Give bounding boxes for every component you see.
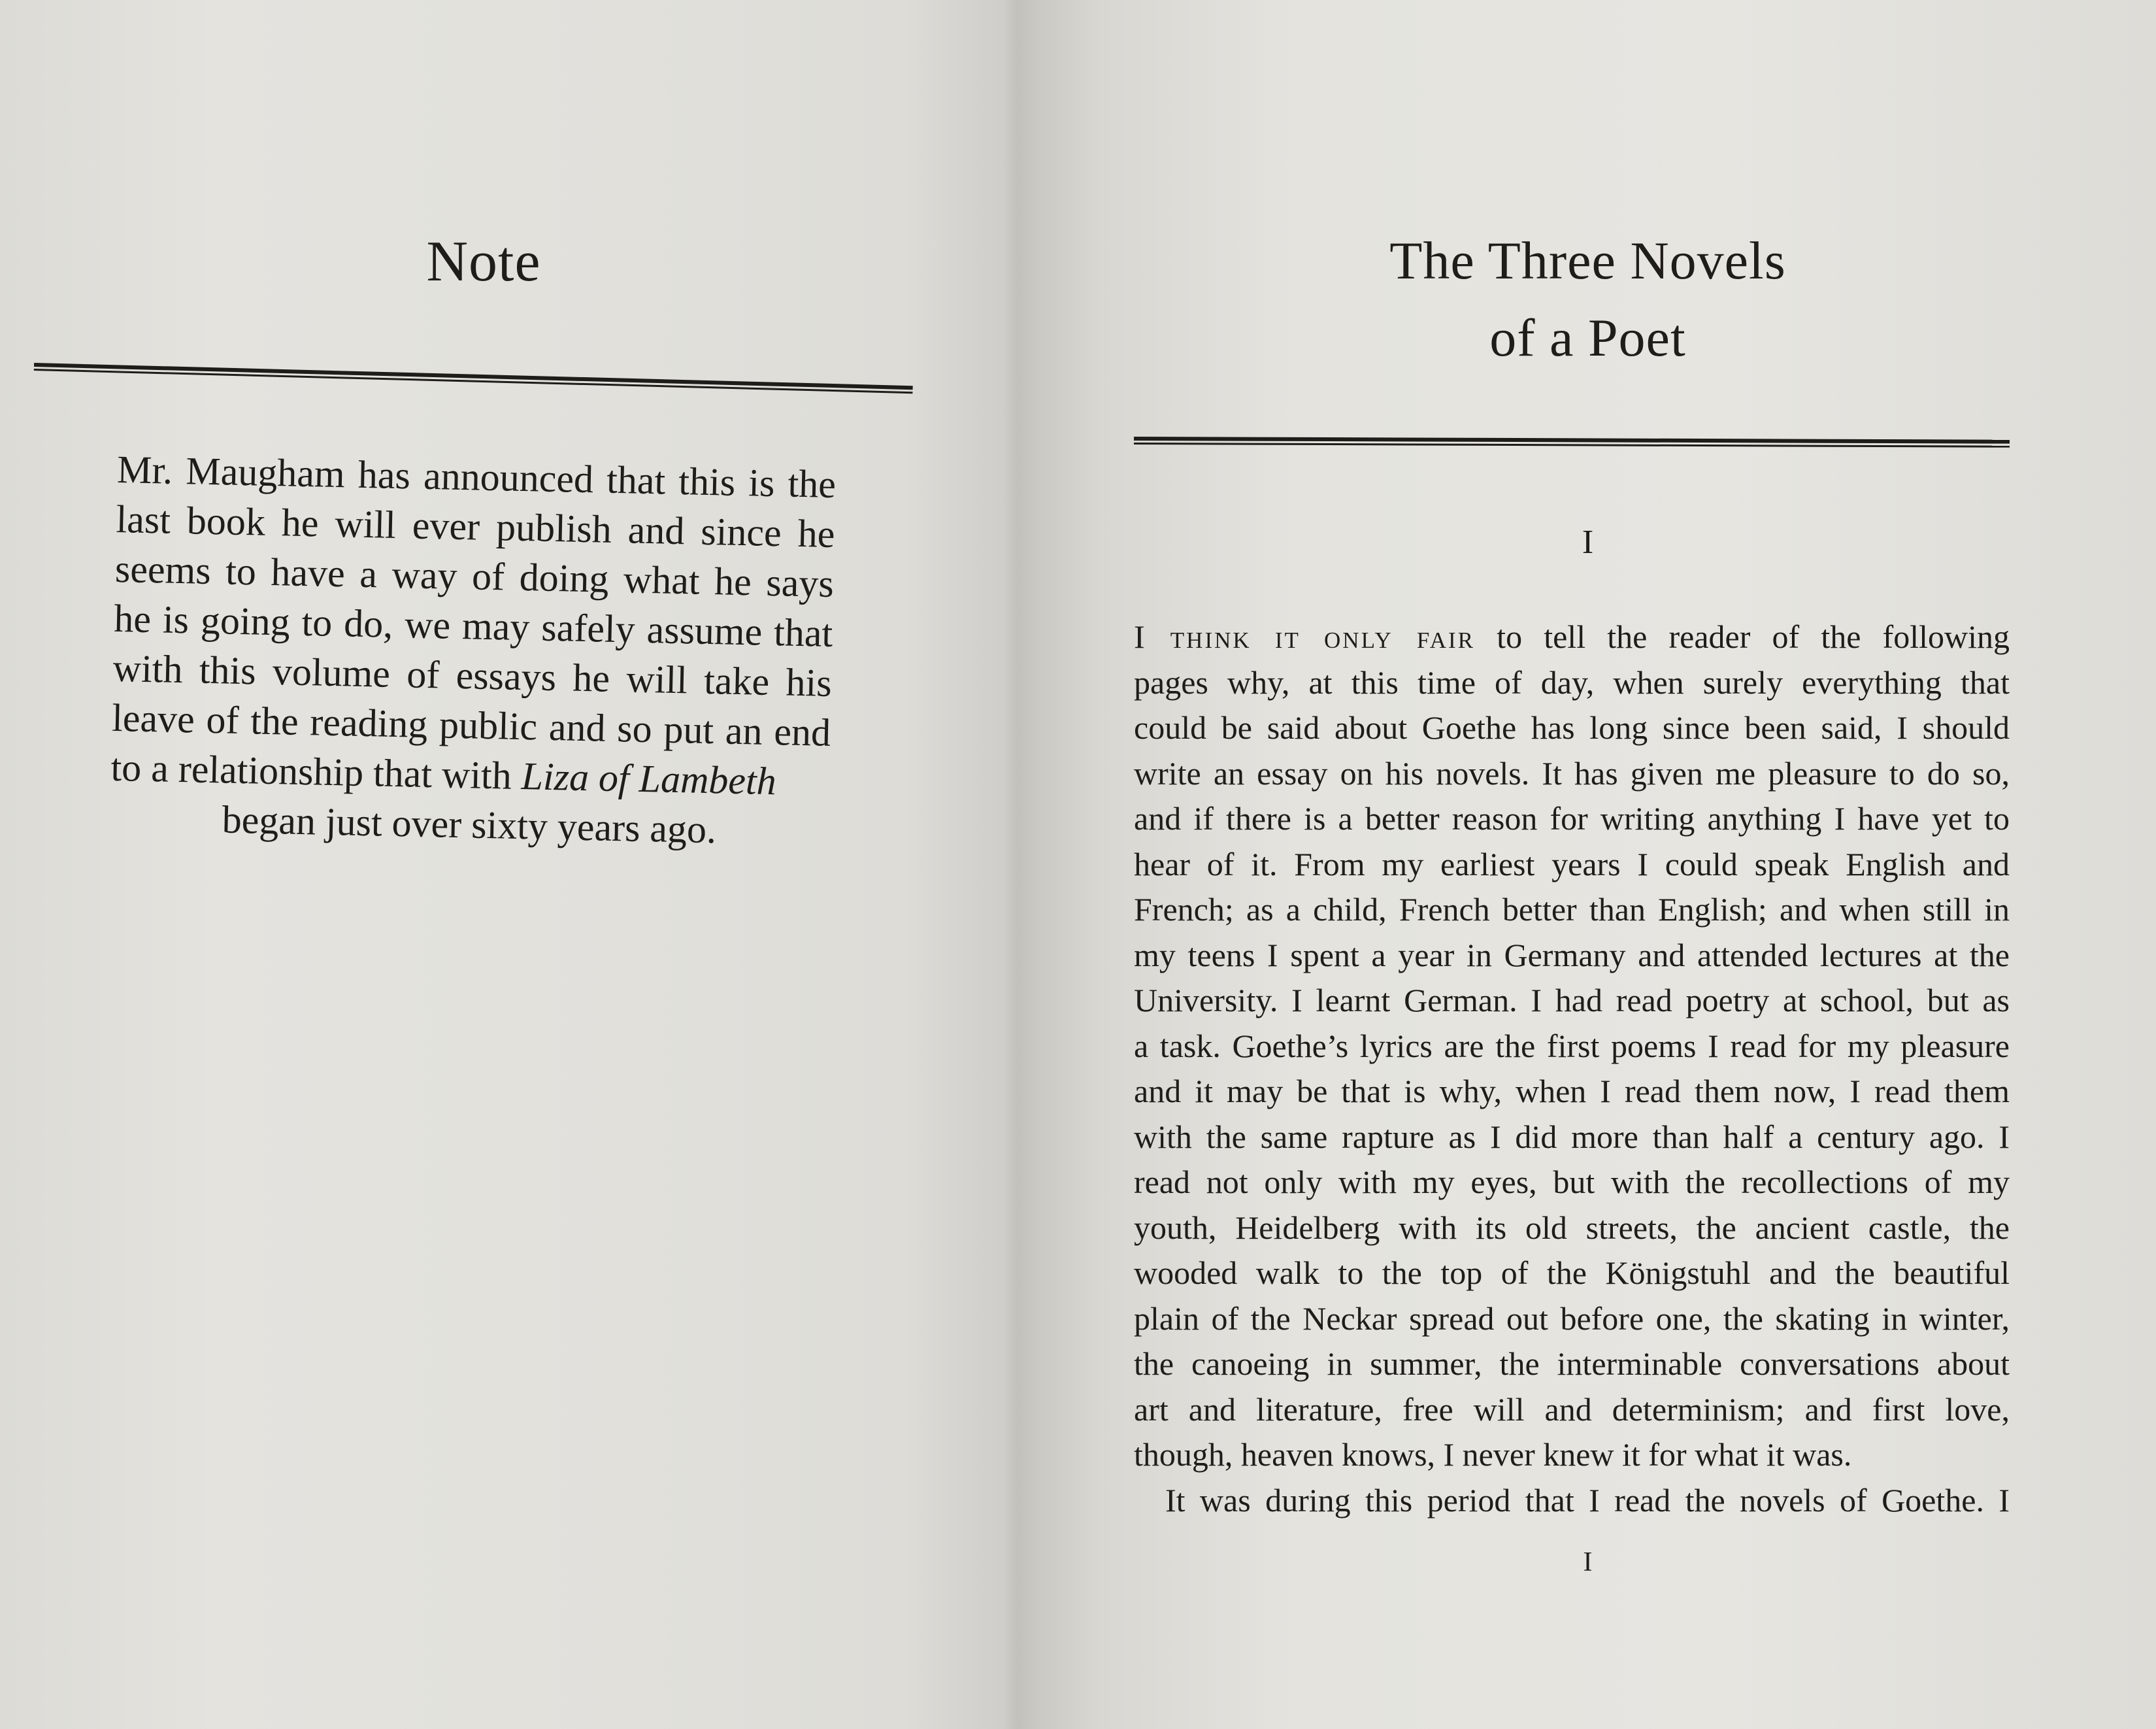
- essay-title-line-1: The Three Novels: [1389, 231, 1786, 290]
- essay-line: my teens I spent a year in Germany and attended lectures at the: [1134, 936, 2010, 973]
- opening-smallcaps: I think it only fair: [1134, 618, 1476, 655]
- opening-rest: to tell the reader of the following: [1497, 618, 2010, 655]
- note-line: seems to have a way of doing what he says: [114, 546, 835, 605]
- note-line: he is going to do, we may safely assume that: [113, 596, 833, 655]
- essay-line: wooded walk to the top of the Königstuhl and the beautiful: [1134, 1254, 2010, 1291]
- essay-line: write an essay on his novels. It has given me pleasure to do so,: [1134, 754, 2010, 792]
- paragraph-1-last-line: though, heaven knows, I never knew it for what it was.: [1134, 1436, 1852, 1473]
- essay-line: University. I learnt German. I had read poetry at school, but as: [1134, 982, 2010, 1018]
- chapter-number: I: [1582, 524, 1594, 561]
- left-page: [0, 0, 1006, 1729]
- essay-line: the canoeing in summer, the interminable conversations about: [1134, 1345, 2010, 1382]
- note-title: Note: [426, 230, 541, 294]
- essay-line: with the same rapture as I did more than half a century ago. I: [1134, 1118, 2010, 1155]
- essay-line: French; as a child, French better than English; and when still in: [1134, 891, 2010, 928]
- paragraph-2-first-line: It was during this period that I read the novels of Goethe. I: [1165, 1481, 2010, 1519]
- note-line-prefix: to a relationship that with: [110, 745, 512, 797]
- essay-line: plain of the Neckar spread out before one, the skating in winter,: [1134, 1300, 2010, 1337]
- book-title-italic: Liza of Lambeth: [521, 754, 777, 803]
- essay-body: [1134, 614, 2010, 1523]
- essay-title-line-2: of a Poet: [1489, 308, 1686, 367]
- essay-line: youth, Heidelberg with its old streets, the ancient castle, the: [1134, 1209, 2010, 1246]
- right-page: [1020, 0, 2156, 1729]
- note-line: with this volume of essays he will take his: [112, 646, 833, 705]
- page-number: I: [1583, 1547, 1593, 1577]
- note-line: last book he will ever publish and since he: [115, 497, 836, 556]
- essay-line: could be said about Goethe has long since been said, I should: [1134, 709, 2010, 746]
- essay-line: art and literature, free will and determinism; and first love,: [1134, 1390, 2010, 1428]
- essay-line: a task. Goethe’s lyrics are the first poems I read for my pleasure: [1134, 1027, 2010, 1064]
- essay-line: pages why, at this time of day, when surely everything that: [1134, 663, 2010, 701]
- note-line: leave of the reading public and so put an end: [111, 696, 831, 754]
- essay-line: and it may be that is why, when I read them now, I read them: [1134, 1073, 2010, 1109]
- note-last-line: began just over sixty years ago.: [222, 797, 717, 852]
- essay-title: [1020, 222, 2156, 377]
- essay-line: and if there is a better reason for writing anything I have yet to: [1134, 800, 2010, 837]
- essay-line: read not only with my eyes, but with the recollections of my: [1134, 1164, 2010, 1200]
- title-rule-right: [1134, 437, 2010, 448]
- title-rule-left: [34, 363, 913, 394]
- essay-line: hear of it. From my earliest years I could speak English and: [1134, 845, 2010, 882]
- note-body: [109, 445, 836, 857]
- note-line: Mr. Maugham has announced that this is the: [116, 447, 837, 507]
- essay-opening-line: [1134, 614, 2010, 660]
